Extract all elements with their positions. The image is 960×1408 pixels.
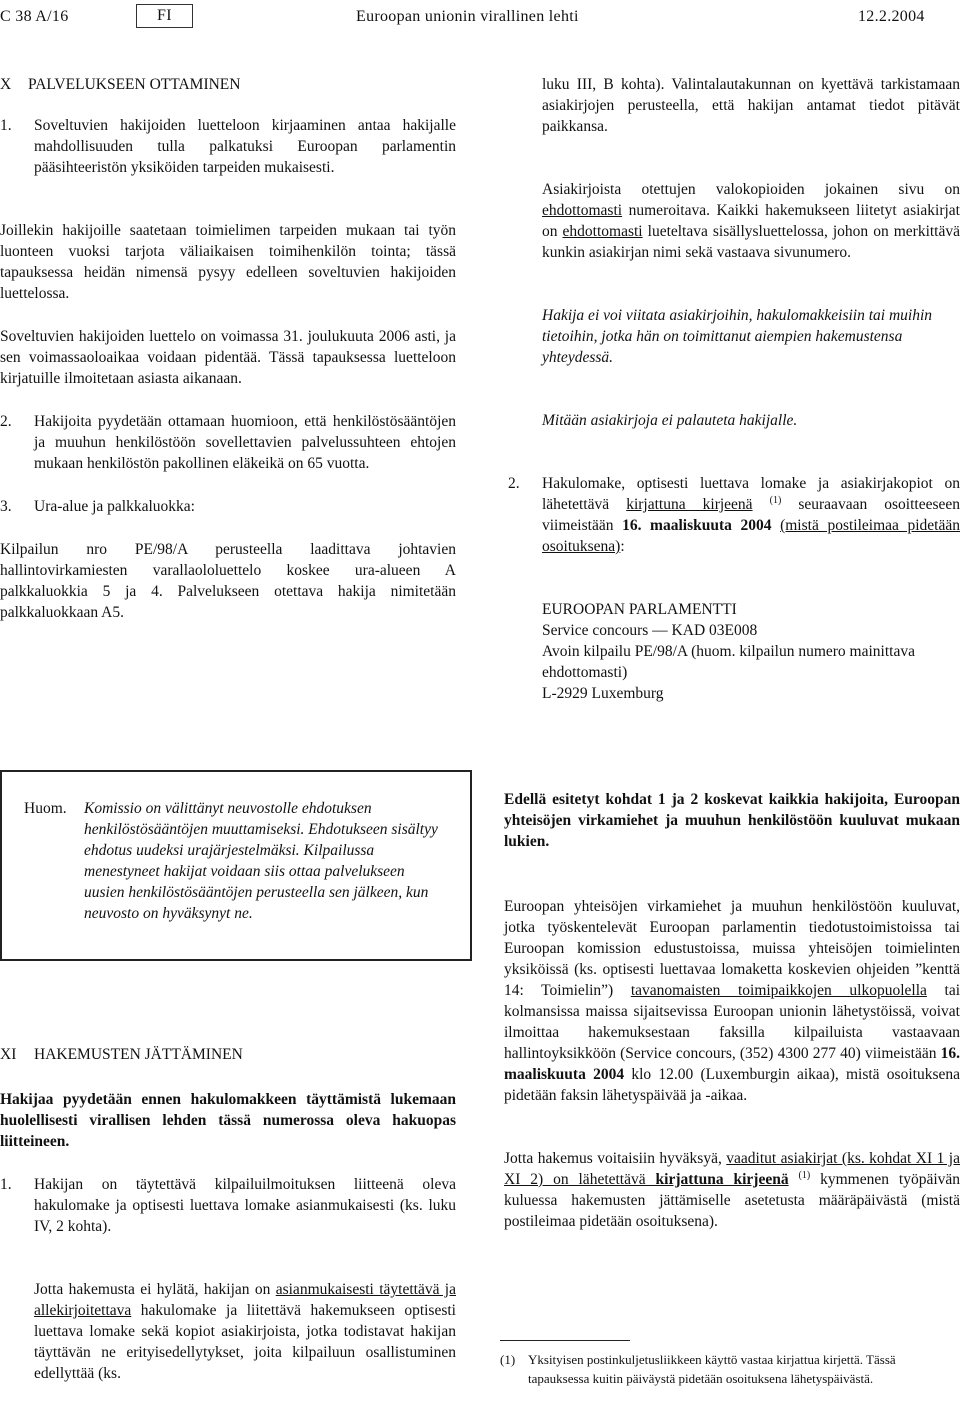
footnote-separator <box>500 1340 630 1341</box>
right-column-lower <box>504 789 960 1232</box>
bold-text: 16. maaliskuuta 2004 <box>622 517 772 534</box>
note-text: Komissio on välittänyt neuvostolle ehdotuksen henkilöstösääntöjen muuttamiseksi. Ehdotukseen sisältyy ehdotus uudeksi urajärjestelmäksi. Kilpailussa menestyneet hakijat voidaan siis ottaa palvelukseen uusien henkilöstösääntöjen perusteella sen jälkeen, kun neuvosto on hyväksynyt ne. <box>84 800 438 922</box>
right-paragraph-4: Mitään asiakirjoja ei palauteta hakijalle. <box>542 412 798 429</box>
text-run: hakulomake ja liitettävä hakemukseen optisesti luettava lomake sekä kopiot asiakirjoista, jotka todistavat hakijan täyttävän ne erityisedellytykset, joita kilpailuun osallistuminen edellyttää (ks. <box>34 1302 456 1382</box>
right-paragraph-3: Hakija ei voi viitata asiakirjoihin, hakulomakkeisiin tai muihin tietoihin, jotka hän on toimittanut aiempien hakemustensa yhteydessä. <box>542 307 933 366</box>
item-number: 1. <box>0 1176 12 1193</box>
underlined-text: ehdottomasti <box>562 223 643 240</box>
item-number: 2. <box>508 475 520 492</box>
address-line: Avoin kilpailu PE/98/A (huom. kilpailun numero mainittava ehdottomasti) <box>542 643 915 681</box>
underlined-text: (mistä postileimaa pidetään osoituksena) <box>542 517 960 555</box>
section-xi-heading <box>0 1044 456 1065</box>
text-run: numeroitava. Kaikki hakemukseen liitetyt asiakirjat on <box>542 202 960 240</box>
paragraph-1c: Soveltuvien hakijoiden luettelo on voimassa 31. joulukuuta 2006 asti, ja sen voimassaoloaikaa voidaan pidentää. Tässä tapauksessa luetteloon kirjatuille ilmoitetaan asiasta aikanaan. <box>0 328 456 387</box>
section-xi-item-1b <box>0 1279 456 1384</box>
section-title: HAKEMUSTEN JÄTTÄMINEN <box>34 1046 243 1063</box>
text-run: seuraavaan osoitteeseen viimeistään <box>542 496 960 534</box>
page-header <box>0 4 960 30</box>
text-run: tai kolmansissa maissa sijaitsevissa Euroopan unionin lähetystöissä, voivat ilmoittaa hakemuksestaan faksilla kilpailuista vastaavaan hallintoyksikköön (Service concours, (352) 4300 277 40) viimeistään <box>504 982 960 1062</box>
note-box <box>24 798 444 924</box>
section-xi <box>0 1044 456 1384</box>
right-paragraph-2 <box>508 179 960 263</box>
footnote <box>500 1350 960 1388</box>
item-text: Hakijan on täytettävä kilpailuilmoituksen liitteenä oleva hakulomake ja optisesti luettava lomake asianmukaisesti (ks. luku IV, 2 kohta). <box>34 1176 456 1235</box>
publication-date: 12.2.2004 <box>858 8 925 25</box>
journal-reference: C 38 A/16 <box>0 8 69 25</box>
address-line: EUROOPAN PARLAMENTTI <box>542 601 737 618</box>
paragraph-2 <box>0 411 456 474</box>
right-paragraph-acceptance <box>504 1148 960 1232</box>
paragraph-3 <box>0 496 456 517</box>
underlined-text: tavanomaisten toimipaikkojen ulkopuolella <box>630 982 927 999</box>
item-text <box>542 473 960 557</box>
footnote-number: (1) <box>500 1352 516 1367</box>
note-box-top-border <box>0 770 472 773</box>
footnote-ref: (1) <box>769 494 782 506</box>
text-run: lueteltava sisällysluettelossa, johon on merkittävä kunkin asiakirjan nimi sekä vastaava sivunumero. <box>542 223 960 261</box>
right-column <box>508 74 960 704</box>
section-xi-item-1 <box>0 1174 456 1237</box>
address-line: L-2929 Luxemburg <box>542 685 664 702</box>
left-column <box>0 74 456 623</box>
section-number: XI <box>0 1046 17 1063</box>
item-number: 1. <box>0 117 12 134</box>
right-paragraph-1: luku III, B kohta). Valintalautakunnan on kyettävä tarkistamaan asiakirjojen perusteella, että hakijan antamat tiedot pitävät paikkansa. <box>542 76 960 135</box>
underlined-bold-text: kirjattuna kirjeenä <box>655 1171 789 1188</box>
text-run: Jotta hakemus voitaisiin hyväksyä, <box>504 1150 727 1167</box>
section-title: PALVELUKSEEN OTTAMINEN <box>28 76 241 93</box>
language-code: FI <box>136 4 193 28</box>
section-xi-lead: Hakijaa pyydetään ennen hakulomakkeen täyttämistä lukemaan huolellisesti virallisen lehden tässä numerossa oleva hakuopas liitteineen. <box>0 1091 456 1150</box>
address-block <box>508 599 960 704</box>
section-x-heading <box>0 74 456 95</box>
right-paragraph-officials <box>504 896 960 1106</box>
bold-text: 16. maaliskuuta 2004 <box>504 1045 960 1083</box>
paragraph-text: Soveltuvien hakijoiden luetteloon kirjaaminen antaa hakijalle mahdollisuuden tulla palkatuksi Euroopan parlamentin pääsihteeristön yksiköiden tarpeiden mukaisesti. <box>34 117 456 176</box>
note-box-bottom-border <box>0 959 472 961</box>
paragraph-text: Hakijoita pyydetään ottamaan huomioon, että henkilöstösääntöjen ja muuhun henkilöstöön sovellettavien palvelussuhteen ehtojen mukaan henkilöstön pakollinen eläkeikä on 65 vuotta. <box>34 413 456 472</box>
underlined-text: vaaditut asiakirjat (ks. kohdat XI 1 ja XI 2) on lähetettävä <box>504 1150 960 1188</box>
note-box-left-border <box>0 771 2 961</box>
underlined-text: ehdottomasti <box>542 202 623 219</box>
text-run: Jotta hakemusta ei hylätä, hakijan on <box>34 1281 276 1298</box>
paragraph-1b: Joillekin hakijoille saatetaan toimielimen tarpeiden mukaan tai työn luonteen vuoksi tarjota väliaikaisen toimihenkilön tointa; tässä tapauksessa heidän nimensä pysyy edelleen soveltuvien hakijoiden luettelossa. <box>0 222 456 302</box>
paragraph-text: Ura-alue ja palkkaluokka: <box>34 498 195 515</box>
text-run: Asiakirjoista otettujen valokopioiden jokainen sivu on <box>542 181 960 198</box>
journal-title: Euroopan unionin virallinen lehti <box>356 8 579 25</box>
section-number: X <box>0 76 12 93</box>
footnote-text: Yksityisen postinkuljetusliikkeen käyttö vastaa kirjattua kirjettä. Tässä tapauksessa kuitin päiväystä pidetään osoituksena lähetyspäivästä. <box>528 1352 896 1386</box>
underlined-text: kirjattuna kirjeenä <box>626 496 753 513</box>
address-line: Service concours — KAD 03E008 <box>542 622 758 639</box>
note-box-right-border <box>470 771 472 961</box>
note-label: Huom. <box>24 800 67 817</box>
text-run: : <box>620 538 625 555</box>
paragraph-1 <box>0 115 456 178</box>
paragraph-3b: Kilpailun nro PE/98/A perusteella laadittava johtavien hallintovirkamiesten varallaololuettelo koskee ura-alueen A palkkaluokkia 5 ja 4. Palvelukseen otettava hakija nimitetään palkkaluokkaan A5. <box>0 541 456 621</box>
item-number: 3. <box>0 498 12 515</box>
text-run: Euroopan yhteisöjen virkamiehet ja muuhun henkilöstöön kuuluvat, jotka työskentelevät Euroopan parlamentin tiedotustoimistoissa tai Euroopan komission edustustoissa, muissa yhteisöjen toimielinten yksiköissä (ks. optisesti luettavaa lomaketta koskevien ohjeiden ”kenttä 14: Toimielin”) <box>504 898 960 999</box>
text-run: kymmenen työpäivän kuluessa hakemusten jättämiselle asetetusta määräpäivästä (mistä postileimaa pidetään osoituksena). <box>504 1171 960 1230</box>
right-item-2 <box>508 473 960 557</box>
footnote-ref: (1) <box>798 1169 811 1181</box>
item-number: 2. <box>0 413 12 430</box>
underlined-text: asianmukaisesti täytettävä ja allekirjoitettava <box>34 1281 456 1319</box>
text-run: klo 12.00 (Luxemburgin aikaa), mistä osoituksena pidetään faksin lähetyspäivää ja -aikaa. <box>504 1066 960 1104</box>
text-run: Hakulomake, optisesti luettava lomake ja asiakirjakopiot on lähetettävä <box>542 475 960 513</box>
right-bold-paragraph: Edellä esitetyt kohdat 1 ja 2 koskevat kaikkia hakijoita, Euroopan yhteisöjen virkamiehet ja muuhun henkilöstöön kuuluvat mukaan lukien. <box>504 791 960 850</box>
